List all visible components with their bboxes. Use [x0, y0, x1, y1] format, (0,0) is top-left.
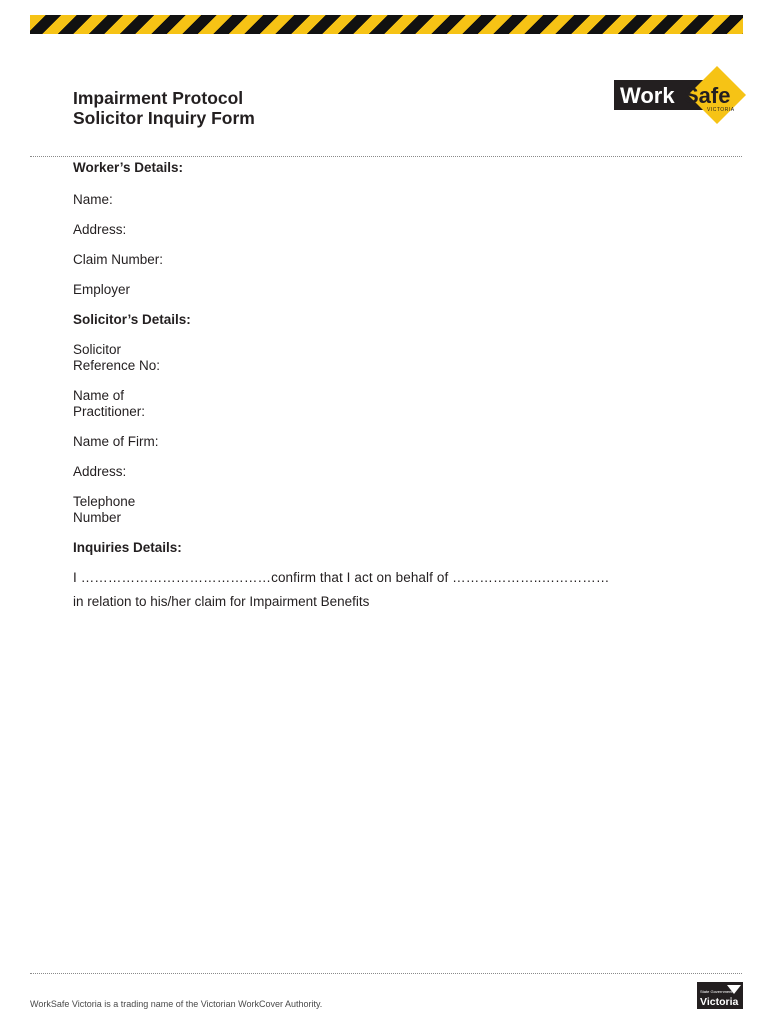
- employer-label: Employer: [73, 282, 131, 297]
- practitioner-name-input[interactable]: [223, 388, 713, 404]
- inquiries-details-heading: Inquiries Details:: [73, 540, 182, 555]
- workers-details-heading: Worker’s Details:: [73, 160, 184, 175]
- telephone-label: Telephone Number: [73, 494, 136, 525]
- inquiry-form: [73, 160, 713, 610]
- solicitors-details-heading: Solicitor’s Details:: [73, 312, 191, 327]
- solicitor-reference-label: Solicitor Reference No:: [73, 342, 161, 373]
- worker-name-input[interactable]: [223, 192, 713, 208]
- page-title: [73, 88, 255, 128]
- worker-name-label: Name:: [73, 192, 113, 207]
- gov-logo-victoria-text: Victoria: [700, 996, 739, 1008]
- firm-name-label: Name of Firm:: [73, 434, 159, 449]
- telephone-input[interactable]: [223, 494, 713, 510]
- worker-address-field: [73, 222, 713, 238]
- worker-address-input[interactable]: [223, 222, 713, 238]
- employer-field: [73, 282, 713, 298]
- claim-number-label: Claim Number:: [73, 252, 164, 267]
- victoria-government-logo: [697, 982, 743, 1009]
- worksafe-logo: [611, 62, 747, 128]
- firm-name-input[interactable]: [223, 434, 713, 450]
- practitioner-name-label: Name of Practitioner:: [73, 388, 146, 419]
- title-line-2: Solicitor Inquiry Form: [73, 108, 255, 128]
- solicitor-reference-input[interactable]: [223, 342, 713, 358]
- employer-input[interactable]: [223, 282, 713, 298]
- solicitor-reference-field: [73, 342, 713, 374]
- inquiry-statement-line: I ……………………………………confirm that I act on behalf of ………………..……………: [73, 570, 610, 585]
- claim-number-field: [73, 252, 713, 268]
- telephone-field: [73, 494, 713, 526]
- worker-name-field: [73, 192, 713, 208]
- footer-divider: [30, 973, 742, 974]
- gov-logo-small-text: State Government: [700, 989, 733, 994]
- inquiry-statement-continuation: in relation to his/her claim for Impairment Benefits: [73, 594, 370, 609]
- hazard-stripe-banner: [30, 15, 743, 34]
- worker-address-label: Address:: [73, 222, 127, 237]
- firm-address-input[interactable]: [223, 464, 713, 480]
- firm-name-field: [73, 434, 713, 450]
- firm-address-field: [73, 464, 713, 480]
- claim-number-input[interactable]: [223, 252, 713, 268]
- footer-note: WorkSafe Victoria is a trading name of the Victorian WorkCover Authority.: [30, 999, 323, 1009]
- logo-work-text: Work: [620, 83, 675, 108]
- practitioner-name-field: [73, 388, 713, 420]
- logo-victoria-subtext: VICTORIA: [707, 107, 735, 113]
- logo-safe-text: Safe: [684, 83, 731, 108]
- title-line-1: Impairment Protocol: [73, 88, 244, 108]
- header-divider: [30, 156, 742, 157]
- firm-address-label: Address:: [73, 464, 127, 479]
